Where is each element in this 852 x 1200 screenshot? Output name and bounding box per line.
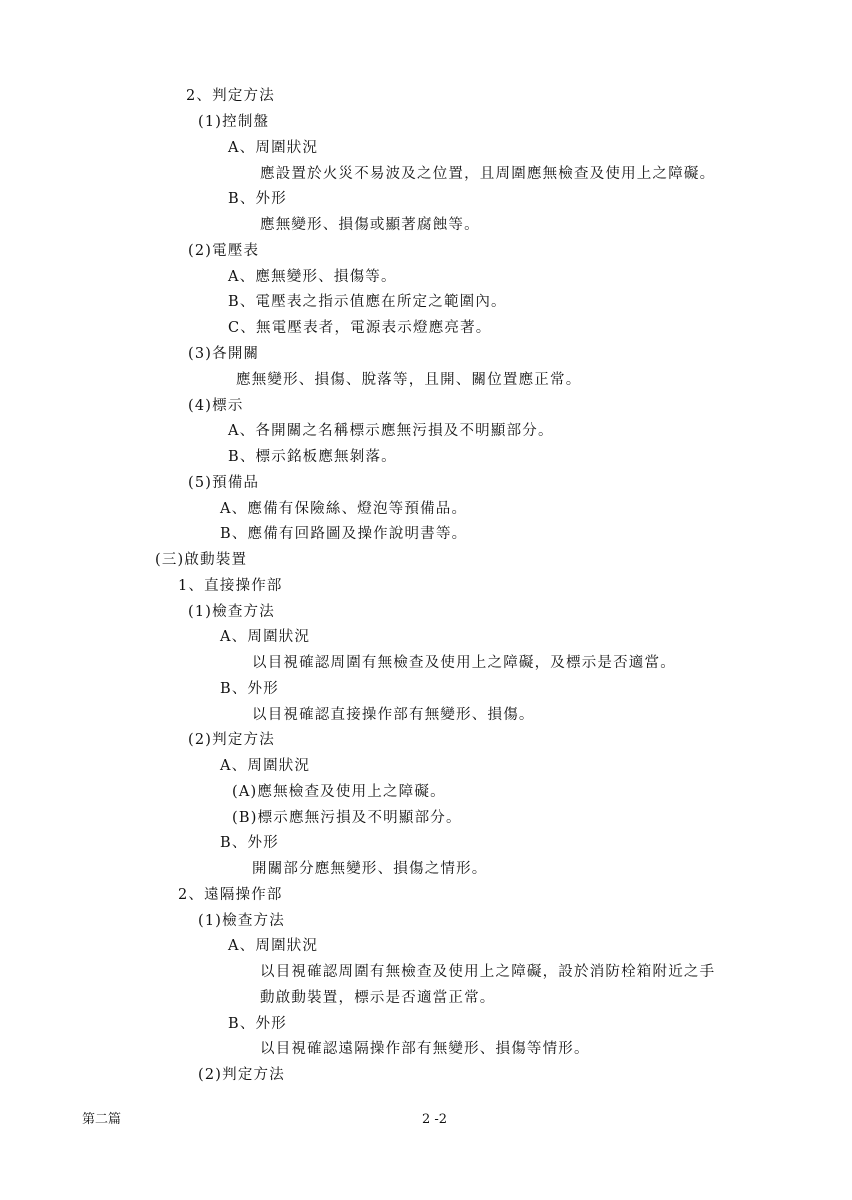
item-surroundings: A、周圍狀況 bbox=[228, 938, 319, 954]
list-item: B、電壓表之指示值應在所定之範圍內。 bbox=[228, 294, 507, 310]
subheading-switches: (3)各開關 bbox=[188, 346, 260, 362]
list-item: (B)標示應無污損及不明顯部分。 bbox=[232, 810, 462, 826]
subheading-judgment-method: (2)判定方法 bbox=[198, 1067, 285, 1083]
text-paragraph: 以目視確認遠隔操作部有無變形、損傷等情形。 bbox=[260, 1041, 590, 1057]
text-paragraph: 以目視確認直接操作部有無變形、損傷。 bbox=[252, 707, 535, 723]
item-appearance: B、外形 bbox=[228, 1016, 287, 1032]
item-appearance: B、外形 bbox=[228, 191, 287, 207]
list-item: A、各開關之名稱標示應無污損及不明顯部分。 bbox=[228, 423, 554, 439]
subheading-voltmeter: (2)電壓表 bbox=[188, 243, 260, 259]
subheading-control-panel: (1)控制盤 bbox=[198, 114, 270, 130]
list-item: C、無電壓表者，電源表示燈應亮著。 bbox=[228, 320, 492, 336]
text-paragraph: 應設置於火災不易波及之位置，且周圍應無檢查及使用上之障礙。 bbox=[260, 166, 716, 182]
text-paragraph: 以目視確認周圍有無檢查及使用上之障礙，及標示是否適當。 bbox=[252, 655, 676, 671]
text-paragraph: 應無變形、損傷或顯著腐蝕等。 bbox=[260, 217, 480, 233]
text-paragraph: 動啟動裝置，標示是否適當正常。 bbox=[260, 990, 496, 1006]
item-surroundings: A、周圍狀況 bbox=[220, 629, 311, 645]
text-paragraph: 以目視確認周圍有無檢查及使用上之障礙，設於消防栓箱附近之手 bbox=[260, 964, 716, 980]
subheading-inspection-method: (1)檢查方法 bbox=[188, 604, 275, 620]
item-appearance: B、外形 bbox=[220, 681, 279, 697]
heading-judgment-method: 2、判定方法 bbox=[186, 88, 275, 104]
subheading-spare-parts: (5)預備品 bbox=[188, 475, 260, 491]
subheading-judgment-method: (2)判定方法 bbox=[188, 732, 275, 748]
list-item: A、應備有保險絲、燈泡等預備品。 bbox=[220, 501, 468, 517]
heading-direct-operation: 1、直接操作部 bbox=[178, 578, 283, 594]
footer-page-number: 2 -2 bbox=[422, 1112, 448, 1127]
item-surroundings: A、周圍狀況 bbox=[220, 758, 311, 774]
list-item: A、應無變形、損傷等。 bbox=[228, 269, 397, 285]
text-paragraph: 開關部分應無變形、損傷之情形。 bbox=[252, 861, 488, 877]
heading-remote-operation: 2、遠隔操作部 bbox=[178, 887, 283, 903]
footer-chapter: 第二篇 bbox=[82, 1112, 122, 1127]
list-item: (A)應無檢查及使用上之障礙。 bbox=[232, 784, 446, 800]
text-paragraph: 應無變形、損傷、脫落等，且開、關位置應正常。 bbox=[236, 372, 582, 388]
item-appearance: B、外形 bbox=[220, 835, 279, 851]
subheading-inspection-method: (1)檢查方法 bbox=[198, 913, 285, 929]
section-heading-startup-device: (三)啟動裝置 bbox=[155, 552, 248, 568]
subheading-labels: (4)標示 bbox=[188, 398, 244, 414]
item-surroundings: A、周圍狀況 bbox=[228, 140, 319, 156]
list-item: B、標示銘板應無剝落。 bbox=[228, 449, 397, 465]
list-item: B、應備有回路圖及操作說明書等。 bbox=[220, 526, 468, 542]
